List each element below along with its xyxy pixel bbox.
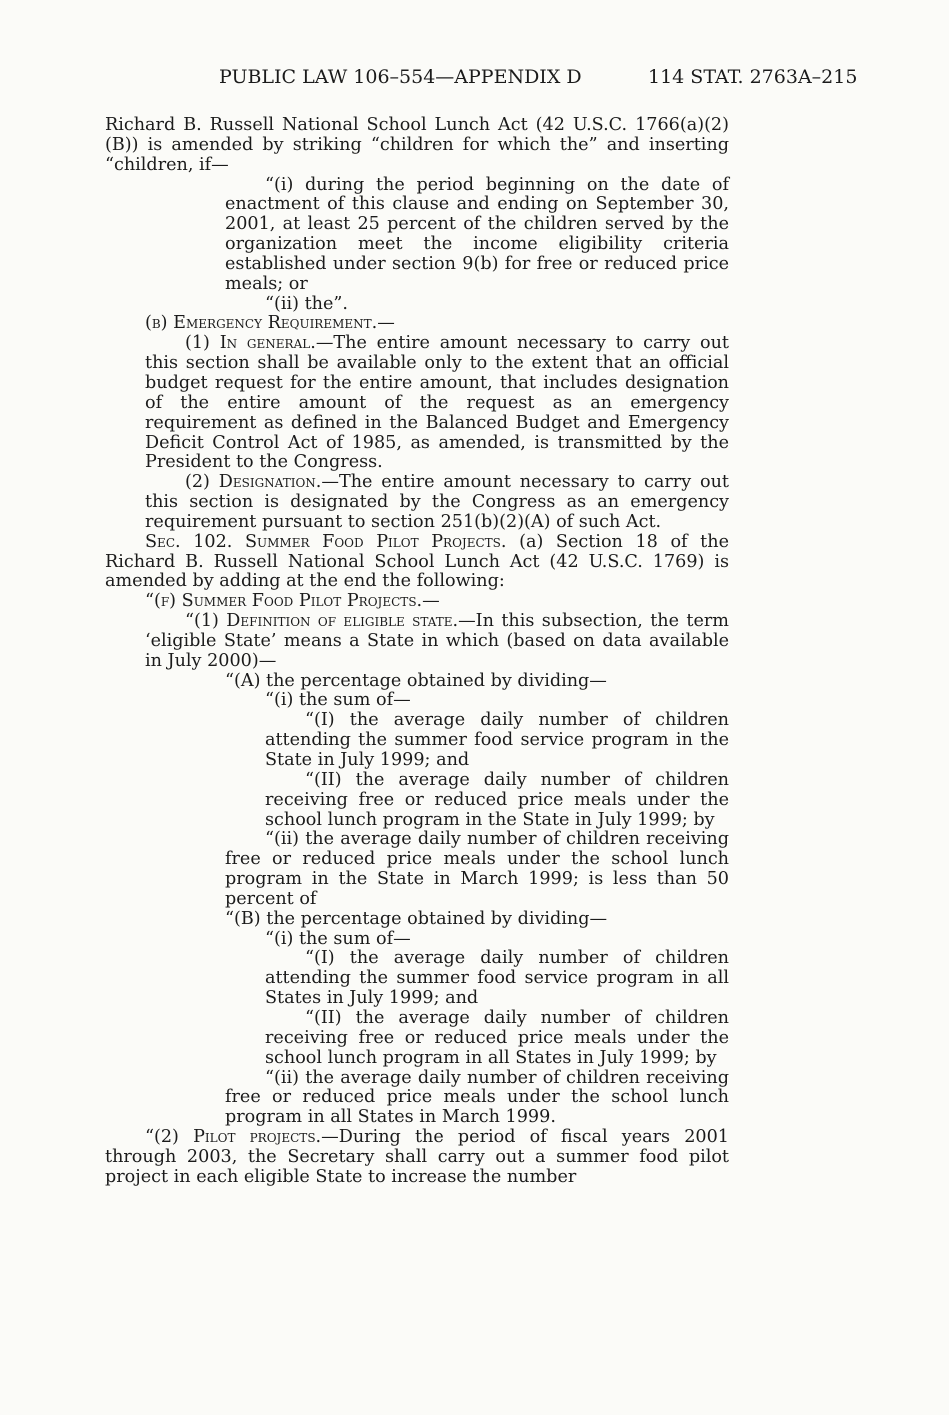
- paragraph: “(A) the percentage obtained by dividing—: [225, 670, 607, 691]
- paragraph: “(ii) the”.: [265, 293, 348, 314]
- paragraph: [105, 334, 729, 473]
- paragraph-text: —The entire amount necessary to carry out this section shall be available only to the extent that an official budget request for the entire amount, that includes designation of the entire amount of the request as an emergency requirement as defined in the Balanced Budget and Emergency Deficit Control Act of 1985, as amended, is transmitted by the President to the Congress.: [145, 333, 729, 473]
- paragraph-heading: (2) Designation.: [185, 472, 322, 493]
- paragraph: [105, 1128, 729, 1188]
- paragraph-heading: Sec. 102. Summer Food Pilot Projects.: [145, 531, 507, 552]
- paragraph-text: —The entire amount necessary to carry out this section is designated by the Congress as an emergency requirement pursuant to section 251(b)(2)(A) of such Act.: [145, 472, 729, 532]
- paragraph: “(i) during the period beginning on the date of enactment of this clause and ending on September 30, 2001, at least 25 percent of the children served by the organization meet the income eligibility criteria established under section 9(b) for free or reduced price meals; or: [225, 174, 729, 294]
- paragraph: [105, 612, 729, 672]
- paragraph-heading: “(1) Definition of eligible state.: [185, 611, 459, 632]
- paragraph: “(ii) the average daily number of children receiving free or reduced price meals under the school lunch program in all States in March 1999.: [225, 1067, 729, 1128]
- paragraph: “(I) the average daily number of children attending the summer food service program in all States in July 1999; and: [265, 948, 729, 1009]
- paragraph: [105, 533, 729, 593]
- section-heading: (b) Emergency Requirement.—: [145, 313, 395, 334]
- paragraph: “(II) the average daily number of children receiving free or reduced price meals under the school lunch program in all States in July 1999; by: [265, 1007, 729, 1068]
- paragraph: “(i) the sum of—: [265, 690, 411, 711]
- paragraph: “(ii) the average daily number of children receiving free or reduced price meals under the school lunch program in the State in March 1999; is less than 50 percent of: [225, 829, 729, 909]
- paragraph: Richard B. Russell National School Lunch Act (42 U.S.C. 1766(a)(2)(B)) is amended by striking “children for which the” and inserting “children, if—: [105, 115, 729, 175]
- paragraph-text: —During the period of fiscal years 2001 through 2003, the Secretary shall carry out a summer food pilot project in each eligible State to increase the number: [105, 1127, 729, 1187]
- paragraph: “(II) the average daily number of children receiving free or reduced price meals under the school lunch program in the State in July 1999; by: [265, 769, 729, 830]
- paragraph: “(i) the sum of—: [265, 928, 411, 949]
- paragraph-heading: (1) In general.: [185, 333, 316, 354]
- section-heading: “(f) Summer Food Pilot Projects.—: [145, 591, 440, 612]
- paragraph: “(B) the percentage obtained by dividing—: [225, 908, 608, 929]
- paragraph: [105, 473, 729, 533]
- paragraph-text: (a) Section 18 of the Richard B. Russell National School Lunch Act (42 U.S.C. 1769) is amended by adding at the end the following:: [105, 531, 729, 592]
- document-body: [105, 116, 729, 1188]
- paragraph-text: —In this subsection, the term ‘eligible State’ means a State in which (based on data available in July 2000)—: [145, 611, 729, 671]
- paragraph-heading: “(2) Pilot projects.: [145, 1127, 322, 1148]
- law-citation: PUBLIC LAW 106–554—APPENDIX D: [219, 66, 582, 88]
- paragraph: “(I) the average daily number of children attending the summer food service program in the State in July 1999; and: [265, 710, 729, 770]
- stat-citation: 114 STAT. 2763A–215: [648, 66, 858, 88]
